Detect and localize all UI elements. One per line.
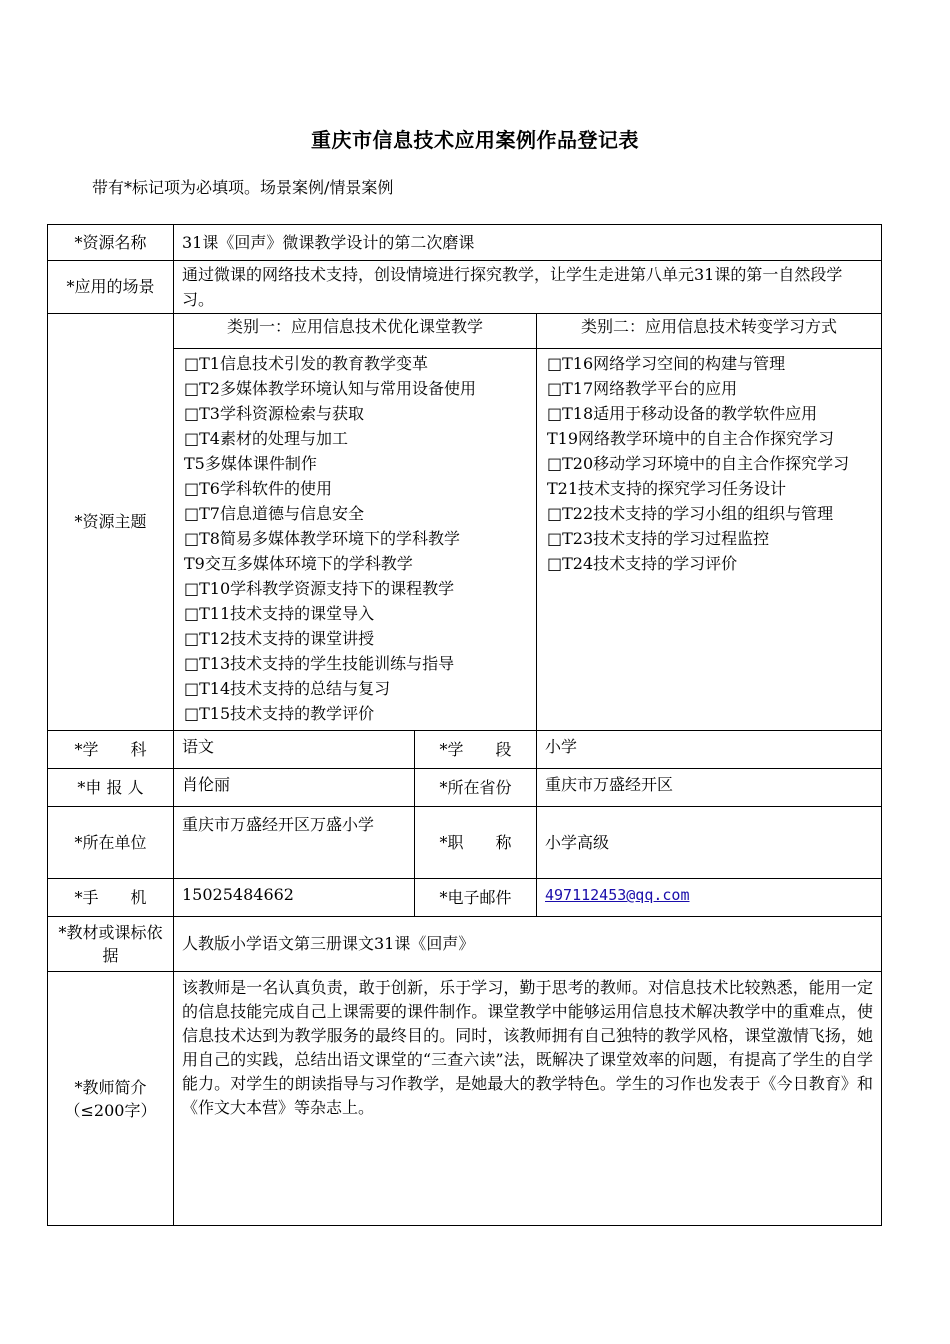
topic-option[interactable]: □T16网络学习空间的构建与管理 [547, 354, 786, 373]
cat1-title: 类别一：应用信息技术优化课堂教学 [174, 314, 536, 349]
applicant-label: *申 报 人 [48, 769, 174, 807]
topic-option[interactable]: □T24技术支持的学习评价 [547, 554, 738, 573]
topic-option[interactable]: □T20移动学习环境中的自主合作探究学习 [547, 454, 850, 473]
topic-option[interactable]: □T11技术支持的课堂导入 [184, 604, 375, 623]
topic-option[interactable]: □T23技术支持的学习过程监控 [547, 529, 770, 548]
topic-option[interactable]: □T22技术支持的学习小组的组织与管理 [547, 504, 834, 523]
subject-value: 语文 [174, 731, 415, 769]
topic-option[interactable]: □T6学科软件的使用 [184, 479, 332, 498]
topic-cat2-cell [537, 314, 882, 731]
textbook-value: 人教版小学语文第三册课文31课《回声》 [174, 917, 882, 972]
title-rank-value: 小学高级 [537, 807, 882, 879]
teacher-label: *教师简介（≤200字） [48, 972, 174, 1226]
unit-value: 重庆市万盛经开区万盛小学 [174, 807, 415, 879]
row-scene [48, 261, 882, 314]
cat1-list [174, 349, 536, 730]
title-rank-label: *职 称 [415, 807, 537, 879]
topic-option[interactable]: □T15技术支持的教学评价 [184, 704, 375, 723]
topic-option[interactable]: □T7信息道德与信息安全 [184, 504, 364, 523]
email-cell [537, 879, 882, 917]
topic-option[interactable]: □T12技术支持的课堂讲授 [184, 629, 375, 648]
topic-option[interactable]: T19网络教学环境中的自主合作探究学习 [547, 429, 835, 448]
topic-option[interactable]: □T3学科资源检索与获取 [184, 404, 364, 423]
phone-label: *手 机 [48, 879, 174, 917]
email-link[interactable]: 497112453@qq.com [545, 886, 690, 904]
unit-label: *所在单位 [48, 807, 174, 879]
cat2-title: 类别二：应用信息技术转变学习方式 [537, 314, 881, 349]
scene-label: *应用的场景 [48, 261, 174, 314]
row-phone [48, 879, 882, 917]
scene-value: 通过微课的网络技术支持，创设情境进行探究教学，让学生走进第八单元31课的第一自然段学习。 [174, 261, 882, 314]
row-subject [48, 731, 882, 769]
topic-label: *资源主题 [48, 314, 174, 731]
teacher-intro: 该教师是一名认真负责，敢于创新，乐于学习，勤于思考的教师。对信息技术比较熟悉，能用一定的信息技能完成自己上课需要的课件制作。课堂教学中能够运用信息技术解决教学中的重难点，使信息技术达到为教学服务的最终目的。同时，该教师拥有自己独特的教学风格，课堂激情飞扬，她用自己的实践，总结出语文课堂的“三查六读”法，既解决了课堂效率的问题，有提高了学生的自学能力。对学生的朗读指导与习作教学，是她最大的教学特色。学生的习作也发表于《今日教育》和《作文大本营》等杂志上。 [174, 972, 882, 1226]
topic-option[interactable]: □T17网络教学平台的应用 [547, 379, 738, 398]
applicant-value: 肖伦丽 [174, 769, 415, 807]
topic-option[interactable]: □T1信息技术引发的教育教学变革 [184, 354, 428, 373]
textbook-label: *教材或课标依据 [48, 917, 174, 972]
stage-label: *学 段 [415, 731, 537, 769]
row-teacher [48, 972, 882, 1226]
form-title: 重庆市信息技术应用案例作品登记表 [311, 128, 639, 152]
topic-option[interactable]: □T14技术支持的总结与复习 [184, 679, 391, 698]
row-topic [48, 314, 882, 731]
required-note: 带有*标记项为必填项。场景案例/情景案例 [92, 178, 394, 197]
topic-option[interactable]: □T18适用于移动设备的教学软件应用 [547, 404, 818, 423]
topic-option[interactable]: T21技术支持的探究学习任务设计 [547, 479, 787, 498]
row-unit [48, 807, 882, 879]
row-textbook [48, 917, 882, 972]
province-value: 重庆市万盛经开区 [537, 769, 882, 807]
topic-option[interactable]: T5多媒体课件制作 [184, 454, 317, 473]
topic-option[interactable]: □T10学科教学资源支持下的课程教学 [184, 579, 455, 598]
cat2-list [537, 349, 881, 580]
subject-label: *学 科 [48, 731, 174, 769]
resource-name-label: *资源名称 [48, 225, 174, 261]
topic-option[interactable]: □T2多媒体教学环境认知与常用设备使用 [184, 379, 476, 398]
resource-name-value: 31课《回声》微课教学设计的第二次磨课 [174, 225, 882, 261]
row-applicant [48, 769, 882, 807]
province-label: *所在省份 [415, 769, 537, 807]
phone-value: 15025484662 [174, 879, 415, 917]
topic-option[interactable]: □T8简易多媒体教学环境下的学科教学 [184, 529, 460, 548]
topic-option[interactable]: T9交互多媒体环境下的学科教学 [184, 554, 413, 573]
topic-cat1-cell [174, 314, 537, 731]
stage-value: 小学 [537, 731, 882, 769]
topic-option[interactable]: □T4素材的处理与加工 [184, 429, 348, 448]
row-resource-name [48, 225, 882, 261]
registration-table [47, 224, 882, 1226]
topic-option[interactable]: □T13技术支持的学生技能训练与指导 [184, 654, 455, 673]
email-label: *电子邮件 [415, 879, 537, 917]
